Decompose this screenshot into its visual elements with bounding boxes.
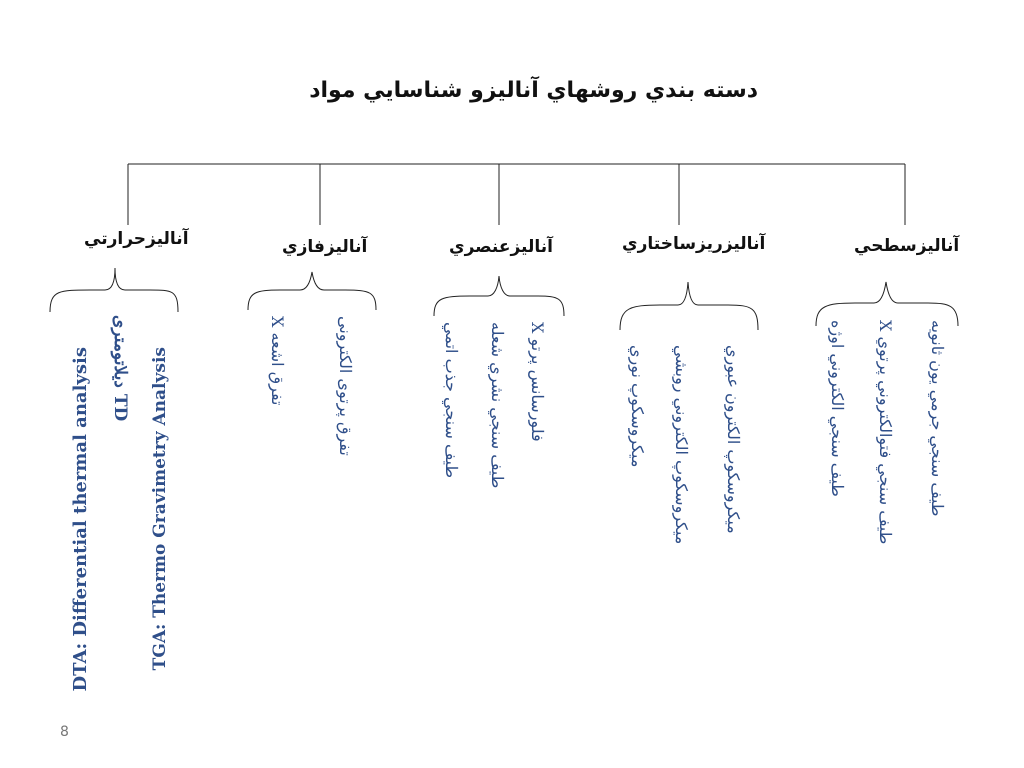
item-dta: DTA: Differential thermal analysis [70, 347, 91, 692]
item-xps: طيف سنجي فتوالكتروني پرتوي X [876, 320, 895, 545]
item-sem: ميكروسكوپ الكتروني روبشي [672, 345, 691, 545]
item-electron-diffraction: تفرق پرتوی الکترونی [336, 316, 355, 456]
heading-surface-analysis: آناليزسطحي [854, 236, 960, 256]
item-sims: طيف سنجي جرمي يون ثانويه [928, 320, 947, 517]
item-td: TD دیلاتومتری [110, 315, 130, 422]
page-number: 8 [60, 724, 69, 740]
item-tga: TGA: Thermo Gravimetry Analysis [150, 347, 170, 671]
item-atomic-absorption: طيف سنجي جذب اتمي [442, 322, 461, 479]
heading-elemental-analysis: آناليزعنصري [449, 237, 553, 257]
heading-microstructure-analysis: آناليزريزساختاري [622, 234, 766, 254]
brace-thermal [50, 268, 178, 312]
diagram-title: دسته بندي روشهاي آناليزو شناسايي مواد [309, 78, 758, 103]
brace-microstructure [620, 282, 758, 330]
item-tem: ميكروسكوپ الكترون عبوري [724, 345, 743, 534]
brace-phase [248, 272, 376, 310]
heading-phase-analysis: آناليزفازي [282, 237, 368, 257]
item-flame-emission: طيف سنجي نشري شعله [488, 322, 507, 489]
heading-thermal-analysis: آناليزحرارتي [84, 229, 189, 249]
item-xray-fluorescence: فلورسانس پرتو X [528, 322, 547, 442]
brace-elemental [434, 276, 564, 316]
item-optical-microscope: ميكروسكوپ نوري [628, 345, 647, 468]
item-xray-diffraction: تفرق اشعه X [268, 316, 287, 406]
item-auger: طيف سنجي الكتروني اوژه [828, 320, 847, 497]
